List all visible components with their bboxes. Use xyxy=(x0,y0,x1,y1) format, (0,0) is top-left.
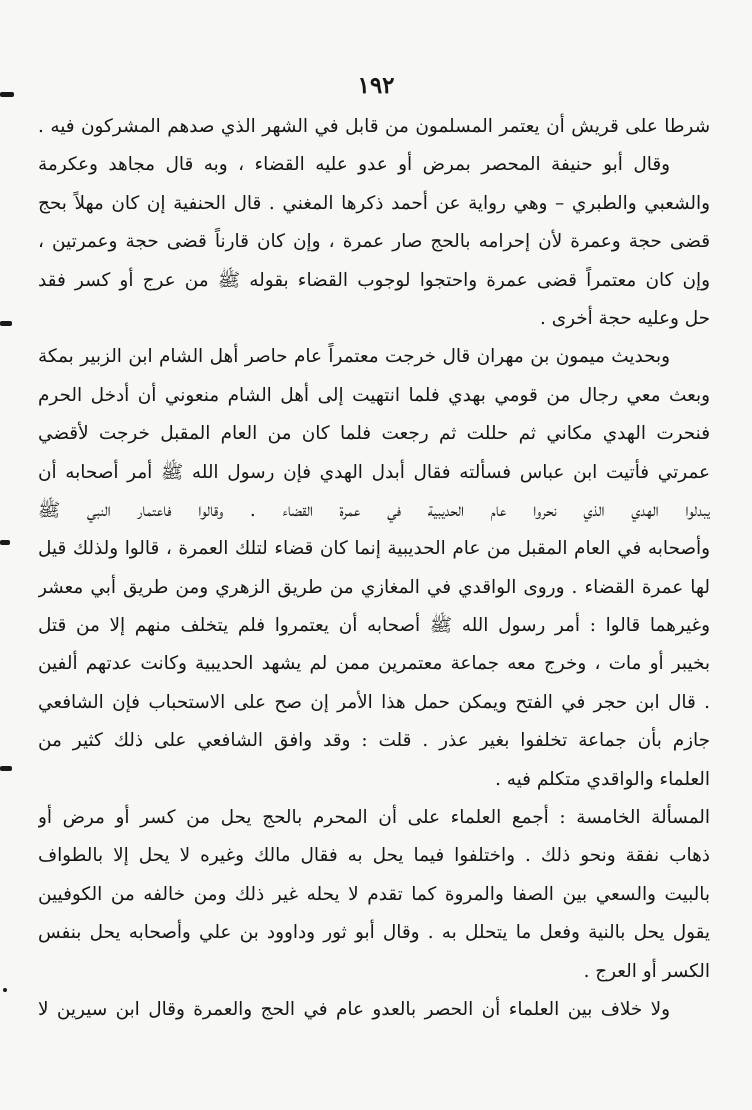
text-line: العلماء والواقدي متكلم فيه . xyxy=(495,768,710,790)
text-line: ولا خلاف بين العلماء أن الحصر بالعدو عام في الحج والعمرة وقال ابن سيرين لا xyxy=(38,998,670,1020)
text-line: وغيرهما قالوا : أمر رسول الله ﷺ أصحابه أن يعتمروا فلم يتخلف منهم إلا من قتل xyxy=(38,615,710,637)
margin-scan-mark xyxy=(0,540,10,545)
margin-scan-mark xyxy=(0,321,12,326)
text-line: قضى حجة وعمرة لأن إحرامه بالحج صار عمرة ، وإن كان قارناً قضى حجة وعمرتين ، xyxy=(38,231,710,253)
text-line: وبعث معي رجال من قومي بهدي فلما انتهيت إلى أهل الشام منعوني أن أدخل الحرم xyxy=(38,384,710,406)
margin-scan-dot xyxy=(3,988,7,992)
text-line: لها عمرة القضاء . وروى الواقدي في المغازي من طريق الزهري ومن طريق أبي معشر xyxy=(38,576,710,598)
body-text xyxy=(38,108,710,1029)
margin-scan-mark xyxy=(0,766,12,771)
section-heading-line: المسألة الخامسة : أجمع العلماء على أن المحرم بالحج يحل من كسر أو مرض أو xyxy=(38,807,710,829)
text-line: . قال ابن حجر في الفتح ويمكن حمل هذا الأمر إن صح على الاستحباب فإن الشافعي xyxy=(38,691,710,713)
text-line: يبدلوا الهدي الذي نحروا عام الحديبية في عمرة القضاء . وقالوا فاعتمار النبي ﷺ xyxy=(38,499,710,521)
text-line: ذهاب نفقة ونحو ذلك . واختلفوا فيما يحل به فقال مالك وغيره لا يحل إلا بالطواف xyxy=(38,845,710,867)
text-line: وقال أبو حنيفة المحصر بمرض أو عدو عليه القضاء ، وبه قال مجاهد وعكرمة xyxy=(38,154,670,176)
text-line: شرطا على قريش أن يعتمر المسلمون من قابل في الشهر الذي صدهم المشركون فيه . xyxy=(38,116,710,137)
text-line: بالبيت والسعي بين الصفا والمروة كما تقدم لا يحله غير ذلك ومن خالفه من الكوفيين xyxy=(38,883,710,905)
text-line: فنحرت الهدي مكاني ثم حللت ثم رجعت فلما كان من العام المقبل خرجت لأقضي xyxy=(38,423,710,445)
text-line: وأصحابه في العام المقبل من عام الحديبية إنما كان قضاء لتلك العمرة ، قالوا ولذلك قيل xyxy=(38,538,710,560)
text-line: وبحديث ميمون بن مهران قال خرجت معتمراً عام حاصر أهل الشام ابن الزبير بمكة xyxy=(38,346,670,368)
margin-scan-mark xyxy=(0,92,14,97)
text-line: حل وعليه حجة أخرى . xyxy=(540,307,710,329)
text-line: والشعبي والطبري – وهي رواية عن أحمد ذكرها المغني . قال الحنفية إن كان مهلاً بحج xyxy=(38,192,710,214)
text-line: الكسر أو العرج . xyxy=(583,960,710,982)
text-line: وإن كان معتمراً قضى عمرة واحتجوا لوجوب القضاء بقوله ﷺ من عرج أو كسر فقد xyxy=(38,269,710,291)
text-line: عمرتي فأتيت ابن عباس فسألته فقال أبدل الهدي فإن رسول الله ﷺ أمر أصحابه أن xyxy=(38,461,710,483)
text-line: جازم بأن جماعة تخلفوا بغير عذر . قلت : وقد وافق الشافعي على ذلك كثير من xyxy=(38,730,710,752)
text-line: يقول يحل بالنية وفعل ما يتحلل به . وقال أبو ثور وداوود بن علي وأصحابه يحل بنفس xyxy=(38,922,710,944)
page-number: ١٩٢ xyxy=(357,72,395,99)
text-line: بخيبر أو مات ، وخرج معه جماعة معتمرين ممن لم يشهد الحديبية وكانت عدتهم ألفين xyxy=(38,653,710,675)
